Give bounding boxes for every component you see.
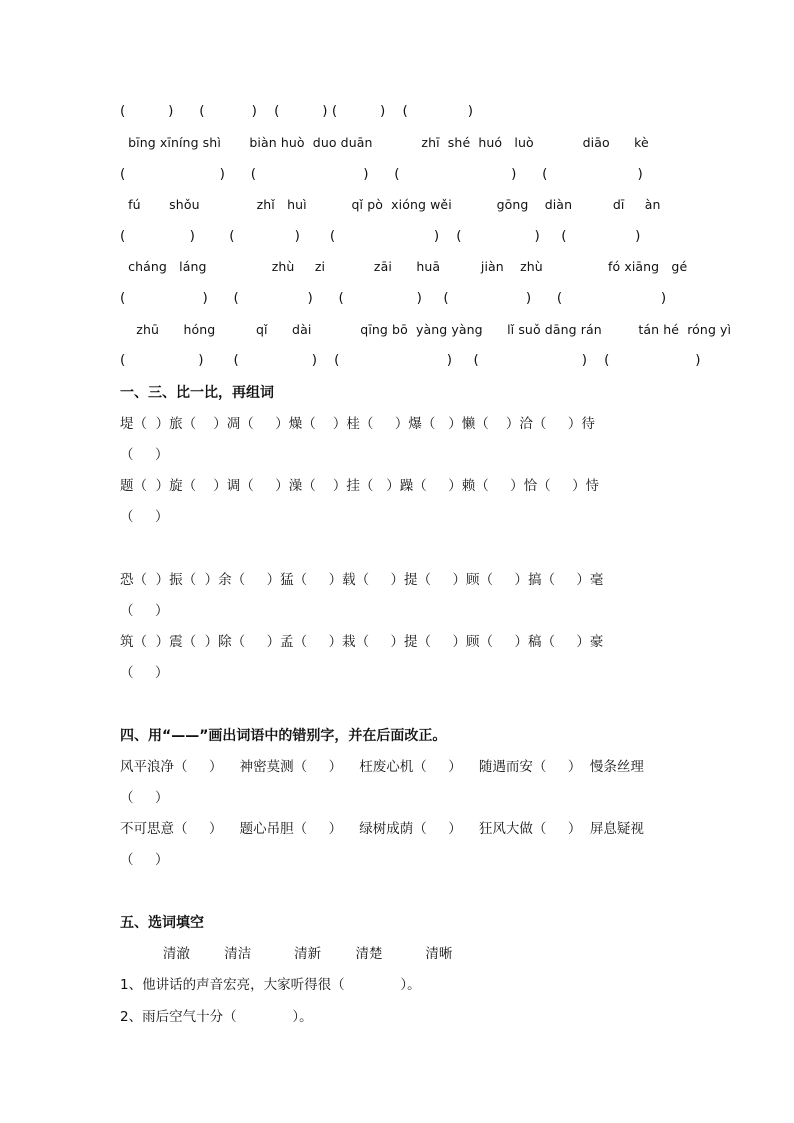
compare-row-wrap: （ ） (120, 665, 169, 681)
pinyin-row: fú shǒu zhǐ huì qǐ pò xióng wěi gōng diàn dī àn (120, 197, 661, 212)
compare-row-wrap: （ ） (120, 509, 169, 525)
idiom-row: 风平浪净（ ） 神密莫测（ ） 枉废心机（ ） 随遇而安（ ） 慢条丝理 (120, 759, 644, 775)
section-heading: 一、三、比一比，再组词 (120, 385, 274, 401)
pinyin-row: zhū hóng qǐ dài qīng bō yàng yàng lǐ suǒ dāng rán tán hé róng yì (120, 322, 732, 337)
compare-row: 题（ ）旋（ ）调（ ）澡（ ）挂（ ）躁（ ）赖（ ）恰（ ）恃 (120, 478, 600, 494)
pinyin-row: bīng xīníng shì biàn huò duo duān zhī shé huó luò diāo kè (120, 135, 649, 150)
idiom-row: 不可思意（ ） 题心吊胆（ ） 绿树成荫（ ） 狂风大做（ ） 屏息疑视 (120, 821, 644, 837)
compare-row: 筑（ ）震（ ）除（ ）孟（ ）栽（ ）提（ ）顾（ ）稿（ ）豪 (120, 634, 604, 650)
blank-row: ( ) ( ) ( ) ( ) ( ) (120, 290, 667, 306)
pinyin-row: cháng láng zhù zi zāi huā jiàn zhù fó xiāng gé (120, 259, 688, 274)
blank-row: ( ) ( ) ( ) ( ) ( ) (120, 352, 701, 368)
blank-row: ( ) ( ) ( ) ( ) ( ) (120, 103, 474, 119)
word-bank: 清澈 清洁 清新 清楚 清晰 (120, 946, 453, 962)
section-heading: 四、用“——”画出词语中的错别字，并在后面改正。 (120, 728, 447, 744)
compare-row-wrap: （ ） (120, 603, 169, 619)
section-heading: 五、选词填空 (120, 915, 204, 931)
fill-in-item: 2、雨后空气十分（ ）。 (120, 1009, 313, 1025)
blank-row: ( ) ( ) ( ) ( ) ( ) (120, 228, 641, 244)
compare-row: 堤（ ）旅（ ）凋（ ）燥（ ）桂（ ）爆（ ）懒（ ）洽（ ）待 (120, 416, 595, 432)
blank-row: ( ) ( ) ( ) ( ) (120, 166, 643, 182)
fill-in-item: 1、他讲话的声音宏亮，大家听得很（ ）。 (120, 977, 421, 993)
idiom-row-wrap: （ ） (120, 852, 169, 868)
compare-row-wrap: （ ） (120, 447, 169, 463)
idiom-row-wrap: （ ） (120, 790, 169, 806)
compare-row: 恐（ ）振（ ）余（ ）猛（ ）载（ ）提（ ）顾（ ）搞（ ）毫 (120, 572, 604, 588)
